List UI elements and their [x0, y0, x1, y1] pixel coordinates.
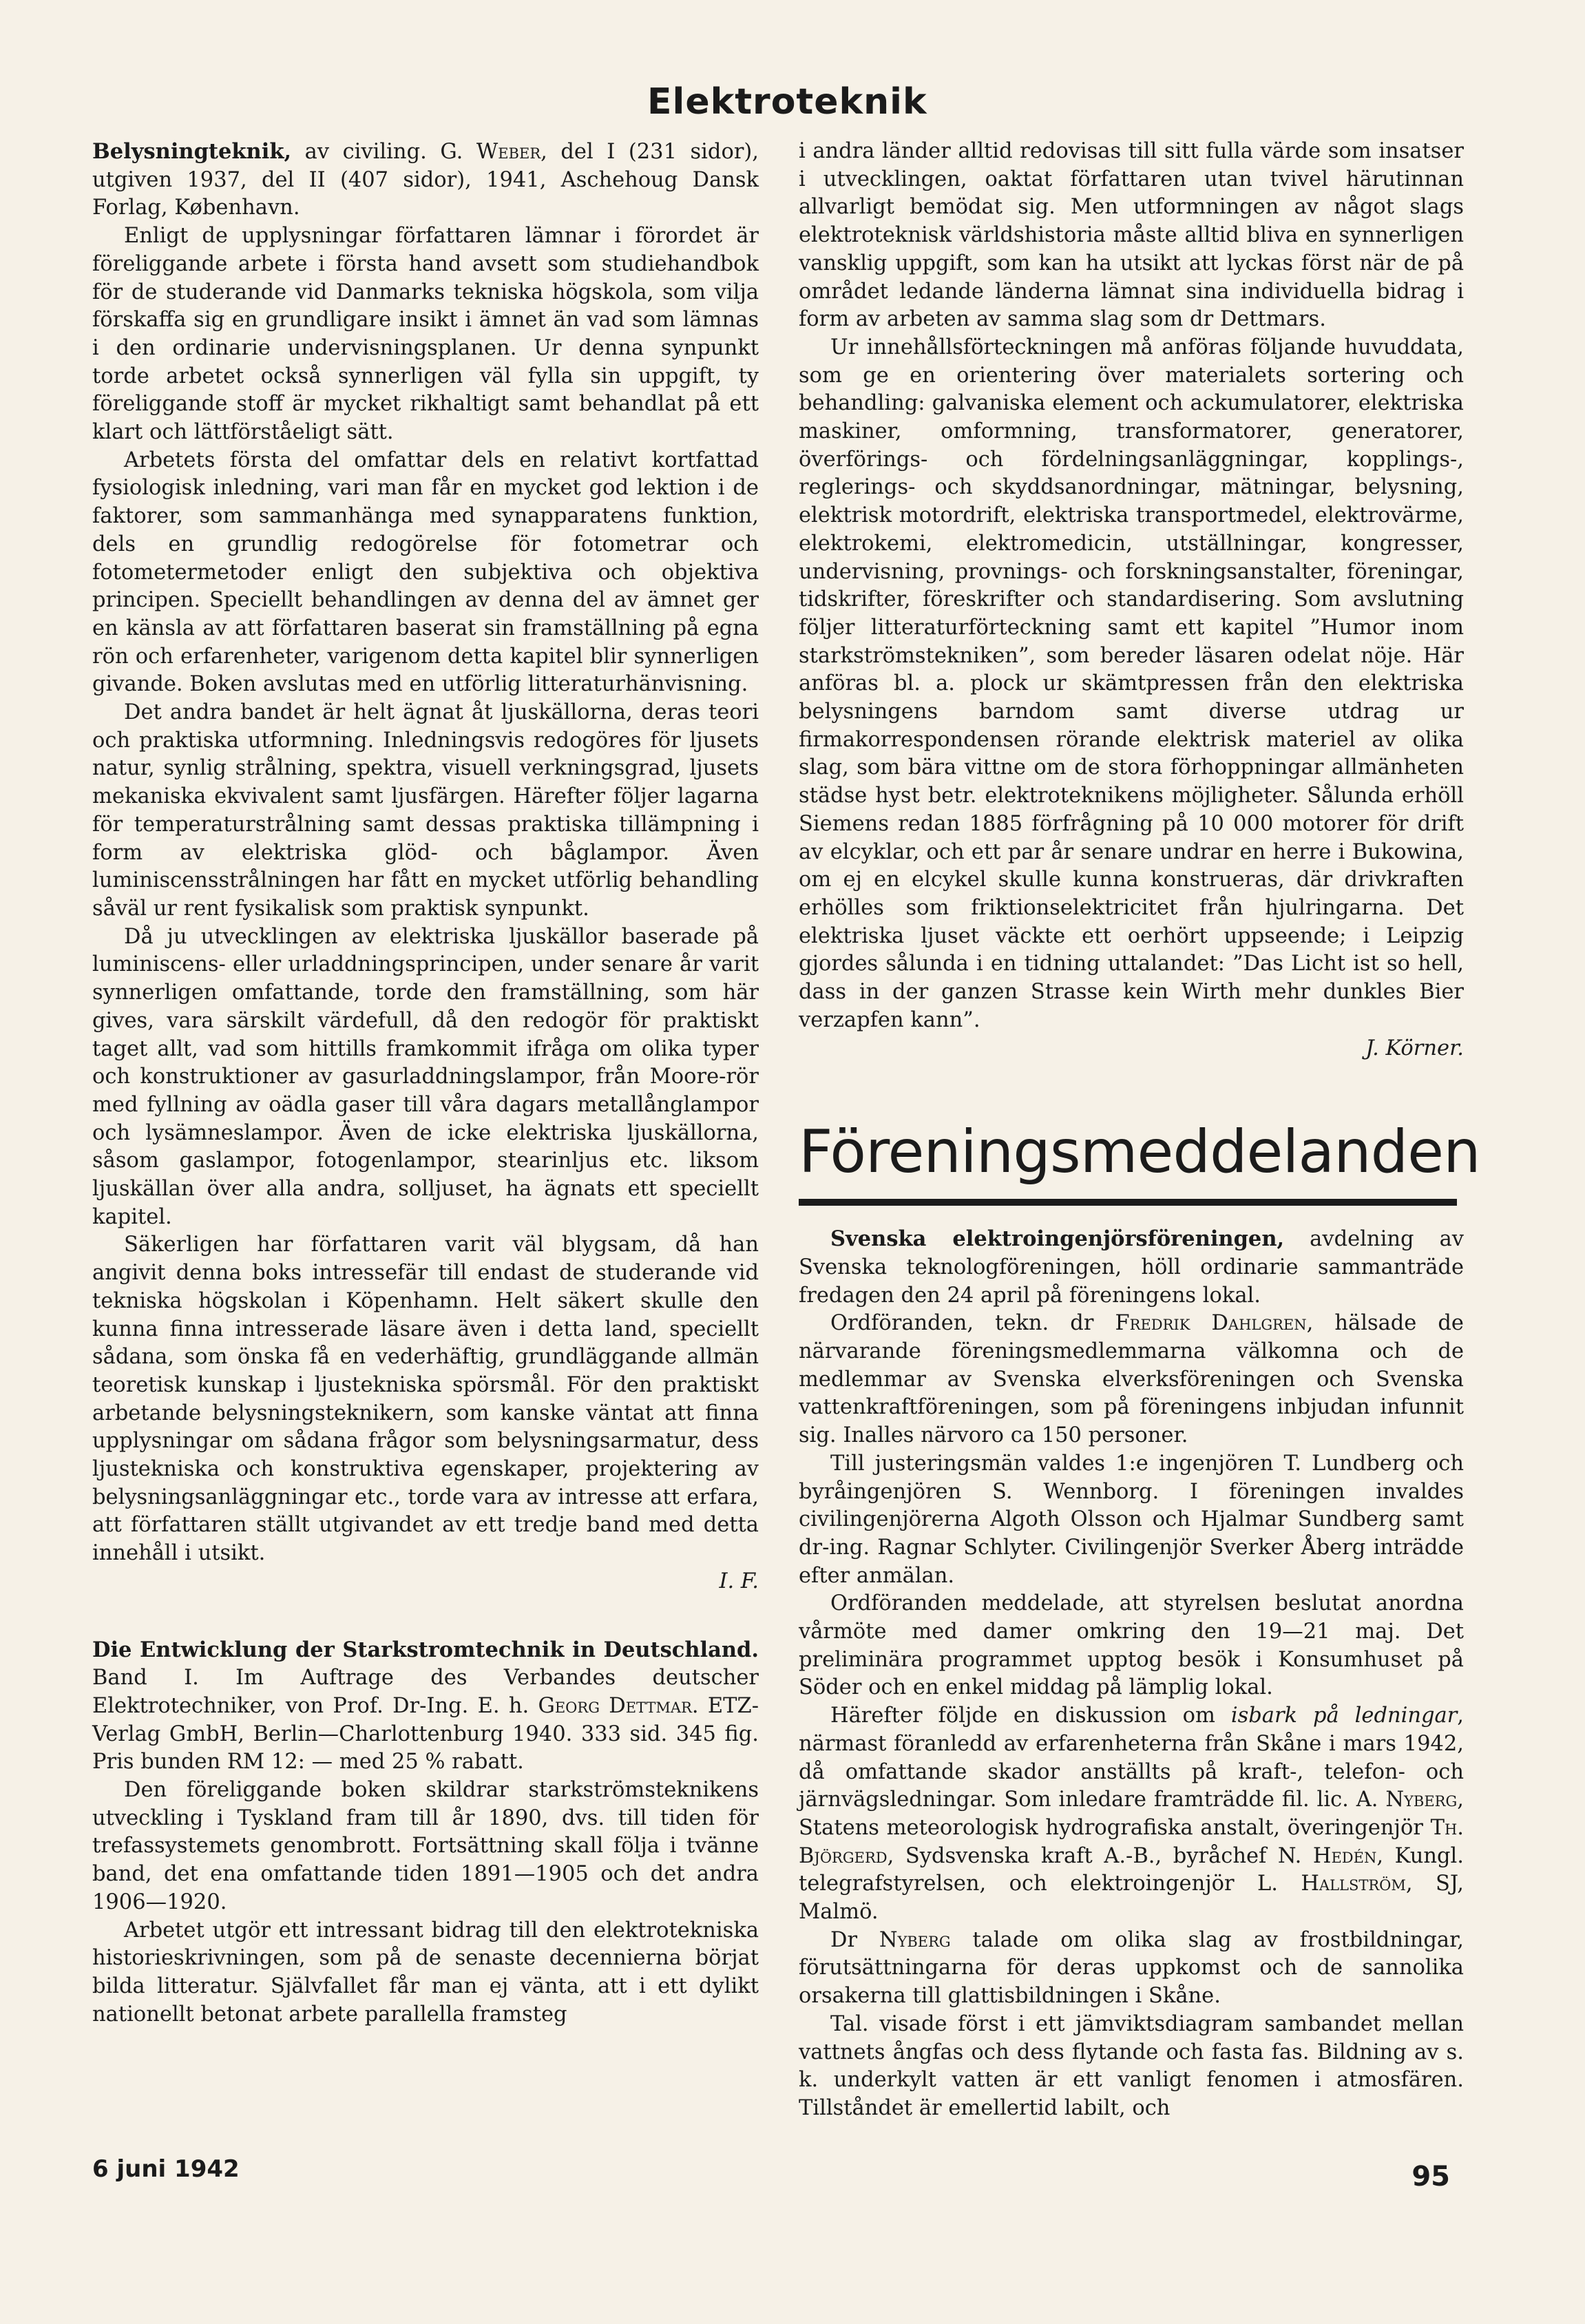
person-name: Th. Björgerd	[799, 1815, 1464, 1868]
paragraph: Tal. visade först i ett jämviktsdiagram sambandet mellan vattnets ångfas och dess flytande och fasta fas. Bildning av s. k. underkylt vatten är ett vanligt fenomen i atmosfären. Tillståndet är emellertid labilt, och	[799, 2011, 1464, 2120]
section-heading: Föreningsmeddelanden	[799, 1118, 1480, 1187]
paragraph: Ordföranden meddelade, att styrelsen beslutat anordna vårmöte med damer omkring den 19—21 maj. Det preliminära programmet upptog besök i Konsumhuset på Söder och en enkel middag på lämplig lokal.	[799, 1591, 1464, 1700]
review-heading-starkstromtechnik: Die Entwicklung der Starkstromtechnik in Deutschland. Band I. Im Auftrage des Verbandes deutscher Elektrotechniker, von Prof. Dr-Ing. E. h. Georg Dettmar. ETZ-Verlag GmbH, Berlin—Charlottenburg 1940. 333 sid. 345 fig. Pris bunden RM 12: — med 25 % rabatt.	[92, 1637, 759, 1775]
person-name: N. Hedén	[1277, 1843, 1377, 1868]
paragraph: Arbetets första del omfattar dels en relativt kortfattad fysiologisk inledning, vari man får en mycket god lektion i de faktorer, som sammanhänga med synapparatens funktion, dels en grundlig redogörelse för fotometrar och fotometermetoder enligt den subjektiva och objektiva principen. Speciellt behandlingen av denna del av ämnet ger en känsla av att författaren baserat sin framställning på egna rön och erfarenheter, varigenom detta kapitel blir synnerligen givande. Boken avslutas med en utförlig litteraturhänvisning.	[92, 448, 759, 697]
paragraph: Enligt de upplysningar författaren lämnar i förordet är föreliggande arbete i första hand avsett som studiehandbok för de studerande vid Danmarks tekniska högskola, som vilja förskaffa sig en grundligare insikt i ämnet än vad som lämnas i den ordinarie undervisningsplanen. Ur denna synpunkt torde arbetet också synnerligen väl fylla sin uppgift, ty föreliggande stoff är mycket rikhaltigt samt behandlat på ett klart och lättförståeligt sätt.	[92, 224, 759, 445]
paragraph: Till justeringsmän valdes 1:e ingenjören T. Lundberg och byråingenjören S. Wennborg. I föreningen invaldes civilingenjörerna Algoth Olsson och Hjalmar Sundberg samt dr-ing. Ragnar Schlyter. Civilingenjör Sverker Åberg inträdde efter anmälan.	[799, 1451, 1464, 1588]
book-title: Belysningteknik,	[92, 139, 292, 164]
paragraph: i andra länder alltid redovisas till sitt fulla värde som insatser i utvecklingen, oaktat författaren utan tvivel härutinnan allvarligt bemödat sig. Men utformningen av något slags elektroteknisk världshistoria måste alltid bliva en synnerligen vansklig uppgift, som kan ha utsikt att lyckas först när de på området ledande länderna lämnat sina individuella bidrag i form av arbeten av samma slag som dr Dettmars.	[799, 139, 1464, 332]
paragraph: Dr Nyberg talade om olika slag av frostbildningar, förutsättningarna för deras uppkomst och de sannolika orsakerna till glattisbildningen i Skåne.	[799, 1927, 1464, 2009]
page-number: 95	[1411, 2161, 1450, 2192]
paragraph: Ordföranden, tekn. dr Fredrik Dahlgren, hälsade de närvarande föreningsmedlemmarna välkomna och de medlemmar av Svenska elverksföreningen och Svenska vattenkraftföreningen, som på föreningens inbjudan infunnit sig. Inalles närvoro ca 150 personer.	[799, 1311, 1464, 1448]
paragraph: Det andra bandet är helt ägnat åt ljuskällorna, deras teori och praktiska utformning. Inledningsvis redogöres för ljusets natur, synlig strålning, spektra, visuell verkningsgrad, ljusets mekaniska ekvivalent samt ljusfärgen. Härefter följer lagarna för temperaturstrålning samt dessas praktiska tillämpning i form av elektriska glöd- och båglampor. Även luminiscensstrålningen har fått en mycket utförlig behandling såväl ur rent fysikalisk som praktisk synpunkt.	[92, 700, 759, 921]
paragraph: Då ju utvecklingen av elektriska ljuskällor baserade på luminiscens- eller urladdningsprincipen, under senare år varit synnerligen omfattande, torde den framställning, som här gives, vara särskilt värdefull, då den redogör för praktiskt taget allt, vad som hittills framkommit ifråga om olika typer och konstruktioner av gasurladdningslampor, från Moore-rör med fyllning av oädla gaser till våra dagars metallånglampor och lysämneslampor. Även de icke elektriska ljuskällorna, såsom gaslampor, fotogenlampor, stearinljus etc. liksom ljuskällan över alla andra, solljuset, ha ägnats ett speciellt kapitel.	[92, 924, 759, 1229]
discussion-topic: isbark på ledningar	[1230, 1704, 1458, 1728]
person-name: Nyberg	[879, 1927, 951, 1952]
section-rule	[799, 1199, 1457, 1206]
running-header: Elektroteknik	[647, 81, 927, 123]
person-name: A. Nyberg	[1356, 1788, 1458, 1812]
person-name: Fredrik Dahlgren	[1115, 1311, 1307, 1336]
book-title: Die Entwicklung der Starkstromtechnik in Deutschland.	[92, 1637, 759, 1662]
spacer	[92, 1596, 759, 1636]
review-heading-belysningteknik: Belysningteknik, av civiling. G. Weber, del I (231 sidor), utgiven 1937, del II (407 sidor), 1941, Aschehoug Dansk Forlag, København.	[92, 139, 759, 220]
organization-name: Svenska elektroingenjörsföreningen,	[830, 1226, 1285, 1252]
paragraph: Säkerligen har författaren varit väl blygsam, då han angivit denna boks intressefär till endast de studerande vid tekniska högskolan i Köpenhamn. Helt säkert skulle den kunna finna intresserade läsare även i detta land, speciellt sådana, som önska få en vederhäftig, grundläggande allmän teoretisk kunskap i ljustekniska spörsmål. För den praktiskt arbetande belysningsteknikern, som kanske väntat att finna upplysningar om sådana frågor som belysningsarmatur, dess ljustekniska och konstruktiva egenskaper, projektering av belysningsanläggningar etc., torde vara av intresse att erfara, att författaren ställt utgivandet av ett tredje band med detta innehåll i utsikt.	[92, 1233, 759, 1566]
left-column	[92, 138, 759, 2029]
paragraph: Härefter följde en diskussion om isbark på ledningar, närmast föranledd av erfarenheterna från Skåne i mars 1942, då omfattande skador anställts på kraft-, telefon- och järnvägsledningar. Som inledare framträdde fil. lic. A. Nyberg, Statens meteorologisk hydrografiska anstalt, överingenjör Th. Björgerd, Sydsvenska kraft A.-B., byråchef N. Hedén, Kungl. telegrafstyrelsen, och elektroingenjör L. Hallström, SJ, Malmö.	[799, 1704, 1464, 1925]
author-name: Weber	[476, 140, 541, 164]
review-signature: J. Körner.	[1365, 1036, 1464, 1060]
author-name: Georg Dettmar	[538, 1693, 692, 1718]
right-column	[799, 138, 1480, 2123]
person-name: L. Hallström	[1257, 1872, 1406, 1896]
paragraph: Ur innehållsförteckningen må anföras följande huvuddata, som ge en orientering över materialets sortering och behandling: galvaniska element och ackumulatorer, elektriska maskiner, omformning, transformatorer, generatorer, överförings- och fördelningsanläggningar, kopplings-, reglerings- och skyddsanordningar, mätningar, belysning, elektrisk motordrift, elektriska transportmedel, elektrovärme, elektrokemi, elektromedicin, utställningar, kongresser, undervisning, provnings- och forskningsanstalter, föreningar, tidskrifter, föreskrifter och standardisering. Som avslutning följer litteraturförteckning samt ett kapitel ”Humor inom starkströmstekniken”, som bereder läsaren odelat nöje. Här anföras bl. a. plock ur skämtpressen från den elektriska belysningens barndom samt diverse utdrag ur firmakorrespondensen rörande elektrisk materiel av olika slag, som bära vittne om de stora förhoppningar allmänheten städse hyst betr. elektroteknikens möjligheter. Sålunda erhöll Siemens redan 1885 förfrågning på 10 000 motorer för drift av elcyklar, och ett par år senare undrar en herre i Bukowina, om ej en elcykel skulle kunna konstrueras, där drivkraften erhölles som friktionselektricitet från hjulringarna. Det elektriska ljuset väckte ett oerhört uppseende; i Leipzig gjordes sålunda i en tidning uttalandet: ”Das Licht ist so hell, dass in der ganzen Strasse kein Wirth mehr dunkles Bier verzapfen kann”.	[799, 335, 1464, 1032]
paragraph: Arbetet utgör ett intressant bidrag till den elektrotekniska historieskrivningen, som på de senaste decennierna börjat bilda litteratur. Självfallet får man ej vänta, att i ett dylikt nationellt betonat arbete parallella framsteg	[92, 1918, 759, 2027]
paragraph: Svenska elektroingenjörsföreningen, avdelning av Svenska teknologföreningen, höll ordinarie sammanträde fredagen den 24 april på föreningens lokal.	[799, 1226, 1464, 1308]
paragraph: Den föreliggande boken skildrar starkströmsteknikens utveckling i Tyskland fram till år 1890, dvs. till tiden för trefassystemets genombrott. Fortsättning skall följa i tvänne band, det ena omfattande tiden 1891—1905 och det andra 1906—1920.	[92, 1778, 759, 1914]
review-signature: I. F.	[719, 1569, 759, 1593]
issue-date: 6 juni 1942	[92, 2155, 240, 2183]
